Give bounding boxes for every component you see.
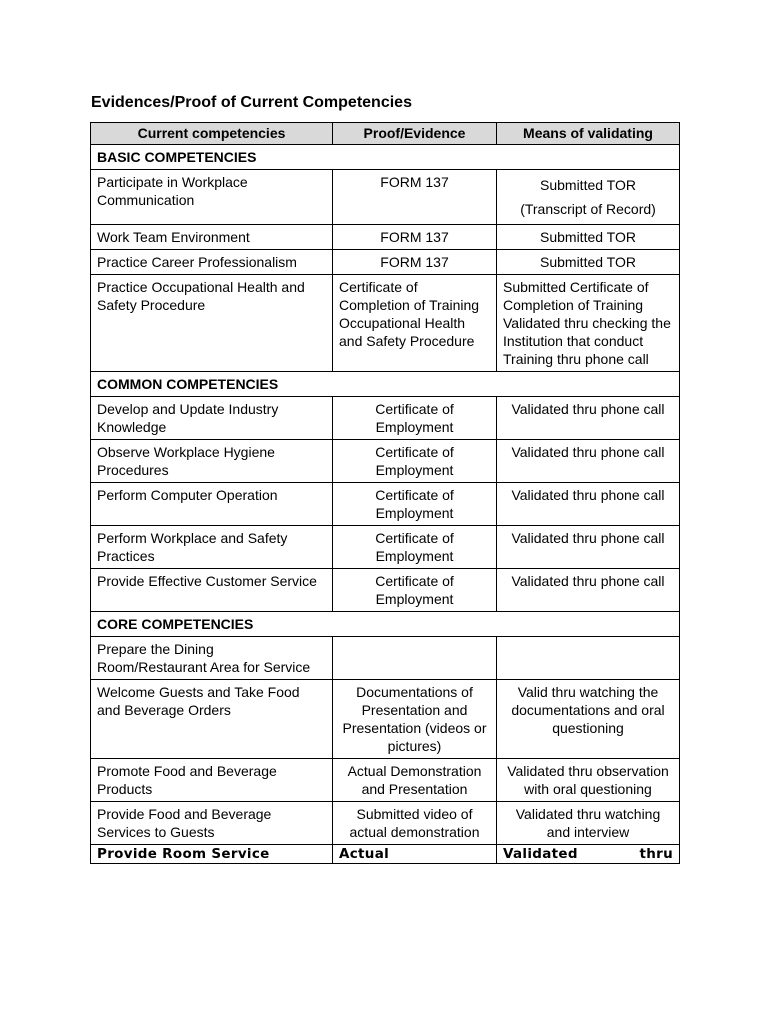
competency-cell: Practice Career Professionalism [91, 250, 333, 275]
proof-cell: FORM 137 [333, 170, 497, 225]
competency-cell: Perform Workplace and Safety Practices [91, 526, 333, 569]
proof-cell: Certificate of Employment [333, 440, 497, 483]
means-cell [497, 170, 680, 225]
competency-cell: Prepare the Dining Room/Restaurant Area for Service [91, 637, 333, 680]
competency-cell: Provide Food and Beverage Services to Guests [91, 802, 333, 845]
table-row [91, 275, 680, 372]
table-row [91, 170, 680, 225]
means-word: thru [639, 846, 673, 862]
proof-cell: Certificate of Employment [333, 526, 497, 569]
competency-cell: Practice Occupational Health and Safety Procedure [91, 275, 333, 372]
competency-cell: Work Team Environment [91, 225, 333, 250]
means-cell: Validated thru watching and interview [497, 802, 680, 845]
proof-cell: Actual Demonstration and Presentation [333, 759, 497, 802]
section-row [91, 372, 680, 397]
means-cell: Valid thru watching the documentations and oral questioning [497, 680, 680, 759]
section-common-competencies: COMMON COMPETENCIES [91, 372, 680, 397]
proof-cell [333, 637, 497, 680]
competency-cell: Participate in Workplace Communication [91, 170, 333, 225]
table-row [91, 680, 680, 759]
proof-cell: Certificate of Completion of Training Occupational Health and Safety Procedure [333, 275, 497, 372]
means-cell: Submitted Certificate of Completion of Training Validated thru checking the Institution that conduct Training thru phone call [497, 275, 680, 372]
competency-cell: Provide Room Service [91, 845, 333, 864]
competency-cell: Develop and Update Industry Knowledge [91, 397, 333, 440]
competencies-table [90, 122, 680, 864]
means-cell: Validated thru phone call [497, 483, 680, 526]
table-row [91, 526, 680, 569]
means-cell: Submitted TOR [497, 250, 680, 275]
table-row [91, 759, 680, 802]
section-core-competencies: CORE COMPETENCIES [91, 612, 680, 637]
means-line: Submitted TOR [540, 177, 636, 193]
means-line: (Transcript of Record) [520, 201, 656, 217]
proof-cell: Submitted video of actual demonstration [333, 802, 497, 845]
competency-cell: Promote Food and Beverage Products [91, 759, 333, 802]
proof-cell: Certificate of Employment [333, 569, 497, 612]
proof-cell: Certificate of Employment [333, 397, 497, 440]
competency-cell: Provide Effective Customer Service [91, 569, 333, 612]
means-cell [497, 845, 680, 864]
means-cell: Validated thru phone call [497, 526, 680, 569]
section-basic-competencies: BASIC COMPETENCIES [91, 145, 680, 170]
proof-cell: FORM 137 [333, 250, 497, 275]
competency-cell: Observe Workplace Hygiene Procedures [91, 440, 333, 483]
table-row [91, 802, 680, 845]
proof-cell: Certificate of Employment [333, 483, 497, 526]
means-cell: Validated thru observation with oral questioning [497, 759, 680, 802]
table-row [91, 483, 680, 526]
means-justified [503, 845, 673, 863]
means-cell: Submitted TOR [497, 225, 680, 250]
header-current-competencies: Current competencies [91, 123, 333, 145]
table-row [91, 637, 680, 680]
means-cell [497, 637, 680, 680]
table-row [91, 250, 680, 275]
competency-cell: Perform Computer Operation [91, 483, 333, 526]
table-row [91, 440, 680, 483]
means-cell: Validated thru phone call [497, 569, 680, 612]
means-cell: Validated thru phone call [497, 440, 680, 483]
table-row [91, 569, 680, 612]
table-row [91, 845, 680, 864]
proof-cell: Actual [333, 845, 497, 864]
header-proof-evidence: Proof/Evidence [333, 123, 497, 145]
table-header-row [91, 123, 680, 145]
competency-cell: Welcome Guests and Take Food and Beverage Orders [91, 680, 333, 759]
table-row [91, 397, 680, 440]
header-means-of-validating: Means of validating [497, 123, 680, 145]
section-row [91, 145, 680, 170]
means-cell: Validated thru phone call [497, 397, 680, 440]
section-row [91, 612, 680, 637]
document-title: Evidences/Proof of Current Competencies [91, 94, 412, 111]
proof-cell: Documentations of Presentation and Presentation (videos or pictures) [333, 680, 497, 759]
proof-cell: FORM 137 [333, 225, 497, 250]
means-word: Validated [503, 846, 578, 862]
table-row [91, 225, 680, 250]
